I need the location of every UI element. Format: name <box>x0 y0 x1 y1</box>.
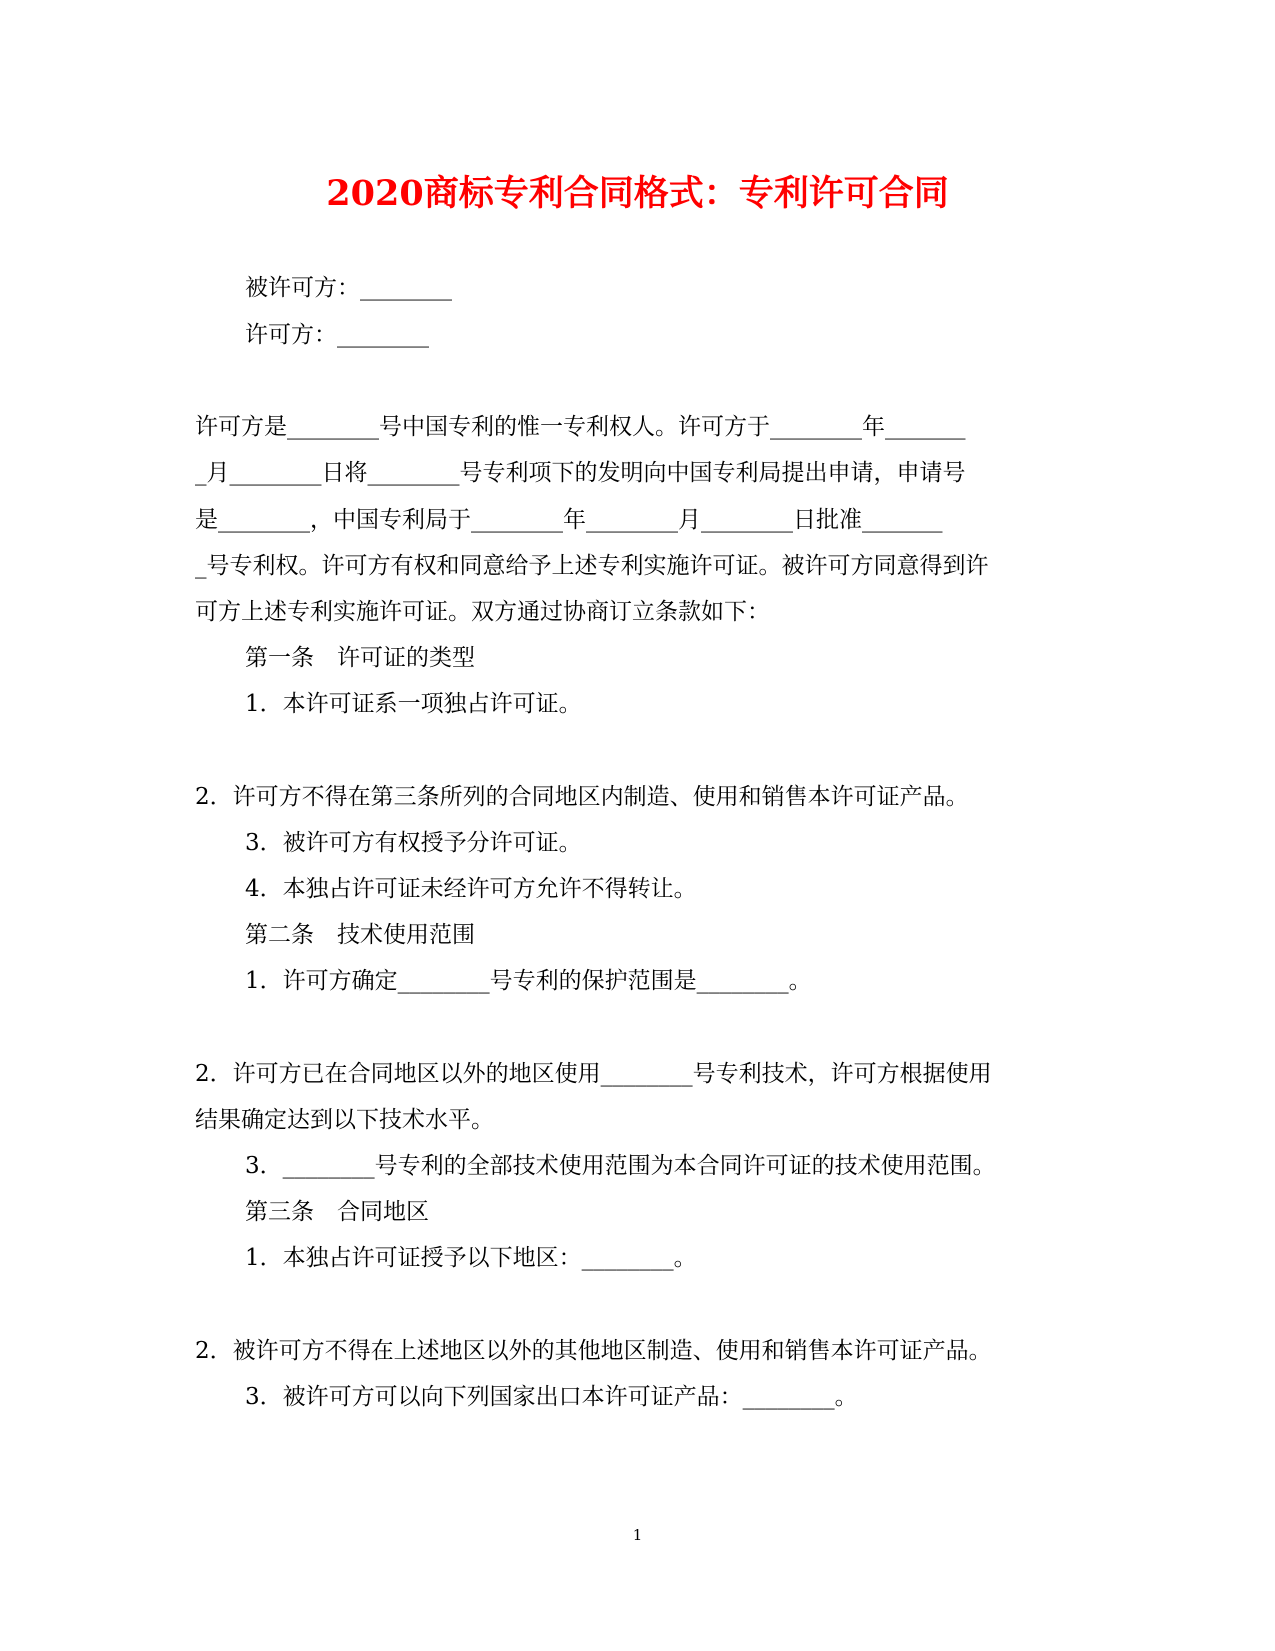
article-1-heading: 第一条 许可证的类型 <box>245 645 475 671</box>
article-1-item-4: 4．本独占许可证未经许可方允许不得转让。 <box>245 876 697 902</box>
licensee-line: 被许可方：________ <box>245 275 452 301</box>
article-3-item-3: 3．被许可方可以向下列国家出口本许可证产品：________。 <box>245 1384 858 1410</box>
article-2-item-2: 2．许可方已在合同地区以外的地区使用________号专利技术，许可方根据使用 <box>195 1061 992 1087</box>
article-2-item-1: 1．许可方确定________号专利的保护范围是________。 <box>245 968 812 994</box>
article-2-item-3: 3．________号专利的全部技术使用范围为本合同许可证的技术使用范围。 <box>245 1153 996 1179</box>
preamble-line: 可方上述专利实施许可证。双方通过协商订立条款如下： <box>195 599 770 625</box>
article-3-item-1: 1．本独占许可证授予以下地区：________。 <box>245 1245 697 1271</box>
article-2-heading: 第二条 技术使用范围 <box>245 922 475 948</box>
document-title: 2020商标专利合同格式：专利许可合同 <box>326 173 949 214</box>
page-number: 1 <box>632 1526 643 1544</box>
article-2-item-2-cont: 结果确定达到以下技术水平。 <box>195 1107 494 1133</box>
preamble-line: 许可方是________号中国专利的惟一专利权人。许可方于________年_______ <box>195 414 966 440</box>
licensor-line: 许可方：________ <box>245 322 429 348</box>
article-1-item-1: 1．本许可证系一项独占许可证。 <box>245 691 582 717</box>
preamble-line: _月________日将________号专利项下的发明向中国专利局提出申请，申请号 <box>195 460 966 486</box>
preamble-line: _号专利权。许可方有权和同意给予上述专利实施许可证。被许可方同意得到许 <box>195 553 989 579</box>
article-1-item-3: 3．被许可方有权授予分许可证。 <box>245 830 582 856</box>
article-3-heading: 第三条 合同地区 <box>245 1199 429 1225</box>
article-1-item-2: 2．许可方不得在第三条所列的合同地区内制造、使用和销售本许可证产品。 <box>195 784 969 810</box>
article-3-item-2: 2．被许可方不得在上述地区以外的其他地区制造、使用和销售本许可证产品。 <box>195 1338 992 1364</box>
preamble-line: 是________，中国专利局于________年________月________日批准_______ <box>195 507 943 533</box>
